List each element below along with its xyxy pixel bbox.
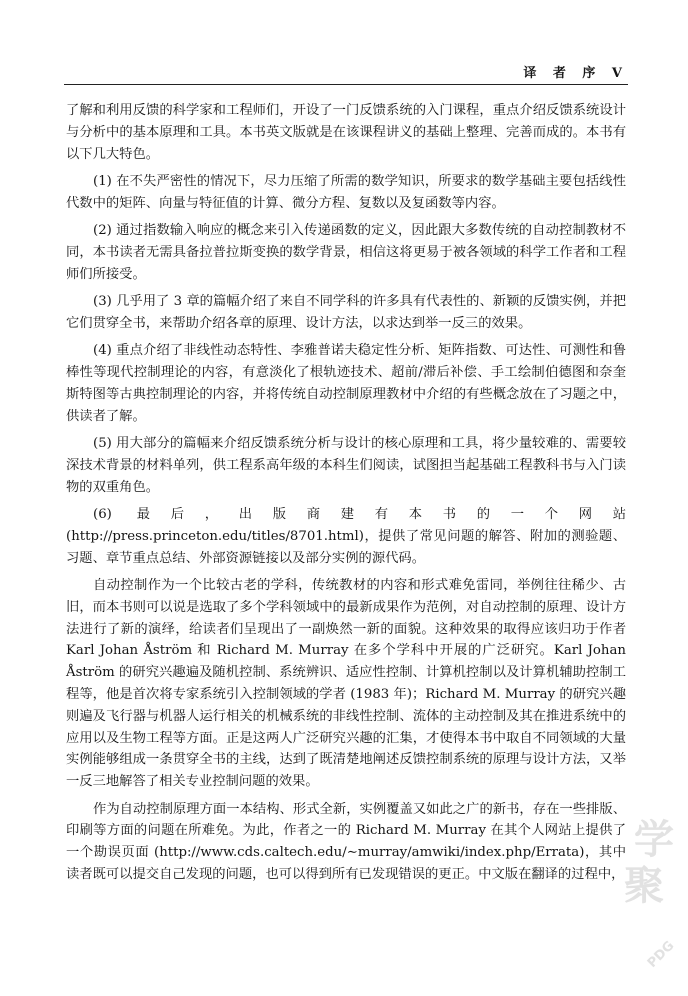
paragraph-feature-1: (1) 在不失严密性的情况下，尽力压缩了所需的数学知识，所要求的数学基础主要包括线性代数中的矩阵、向量与特征值的计算、微分方程、复数以及复函数等内容。 [66,173,626,211]
paragraph-feature-5: (5) 用大部分的篇幅来介绍反馈系统分析与设计的核心原理和工具，将少量较难的、需要较深技术背景的材料单列，供工程系高年级的本科生们阅读，试图担当起基础工程教科书与入门读物的双重角色。 [66,436,626,495]
paragraph-feature-2: (2) 通过指数输入响应的概念来引入传递函数的定义，因此跟大多数传统的自动控制教材不同，本书读者无需具备拉普拉斯变换的数学背景，相信这将更易于被各领域的科学工作者和工程师们所接受。 [66,223,626,282]
paragraph-feature-4: (4) 重点介绍了非线性动态特性、李雅普诺夫稳定性分析、矩阵指数、可达性、可测性和鲁棒性等现代控制理论的内容，有意淡化了根轨迹技术、超前/滞后补偿、手工绘制伯德图和奈奎斯特图等古典控制理论的内容，并将传统自动控制原理教材中介绍的有些概念放在了习题之中，供读者了解。 [66,343,626,424]
running-header [64,62,628,85]
running-title: 译 者 序 V [523,66,628,81]
paragraph-intro-continued: 了解和利用反馈的科学家和工程师们，开设了一门反馈系统的入门课程，重点介绍反馈系统设计与分析中的基本原理和工具。本书英文版就是在该课程讲义的基础上整理、完善而成的。本书有以下几大特色。 [66,103,626,162]
paragraph-errata: 作为自动控制原理方面一本结构、形式全新，实例覆盖又如此之广的新书，存在一些排版、印刷等方面的问题在所难免。为此，作者之一的 Richard M. Murray 在其个人网站上提供了一个勘误页面 (http://www.cds.caltech.edu/∼murray/amwiki/index.php/Errata)，其中读者既可以提交自己发现的问题，也可以得到所有已发现错误的更正。中文版在翻译的过程中， [66,801,626,883]
watermark-seal [616,817,686,971]
paragraph-authors-research: 自动控制作为一个比较古老的学科，传统教材的内容和形式难免雷同，举例往往稀少、古旧，而本书则可以说是选取了多个学科领域中的最新成果作为范例，对自动控制的原理、设计方法进行了新的演绎，给读者们呈现出了一副焕然一新的面貌。这种效果的取得应该归功于作者 Karl Johan Åström 和 Richard M. Murray 在多个学科中开展的广泛研究。Karl Johan Åström 的研究兴趣遍及随机控制、系统辨识、适应性控制、计算机控制以及计算机辅助控制工程等，他是首次将专家系统引入控制领域的学者 (1983 年)；Richard M. Murray 的研究兴趣则遍及飞行器与机器人运行相关的机械系统的非线性控制、流体的主动控制及其在推进系统中的应用以及生物工程等方面。正是这两人广泛研究兴趣的汇集，才使得本书中取自不同领域的大量实例能够组成一条贯穿全书的主线，达到了既清楚地阐述反馈控制系统的原理与设计方法，又举一反三地解答了相关专业控制问题的效果。 [66,578,626,790]
paragraph-feature-6: (6) 最后，出版商建有本书的一个网站 (http://press.princeton.edu/titles/8701.html)，提供了常见问题的解答、附加的测验题、习题、章节重点总结、外部资源链接以及部分实例的源代码。 [66,507,626,566]
paragraph-feature-3: (3) 几乎用了 3 章的篇幅介绍了来自不同学科的许多具有代表性的、新颖的反馈实例，并把它们贯穿全书，来帮助介绍各章的原理、设计方法，以求达到举一反三的效果。 [66,294,626,331]
page-body [66,100,626,891]
watermark-glyph-bottom: 聚 [624,863,664,909]
watermark-glyph-top: 学 [634,817,674,863]
watermark-label: PDG [644,938,678,971]
